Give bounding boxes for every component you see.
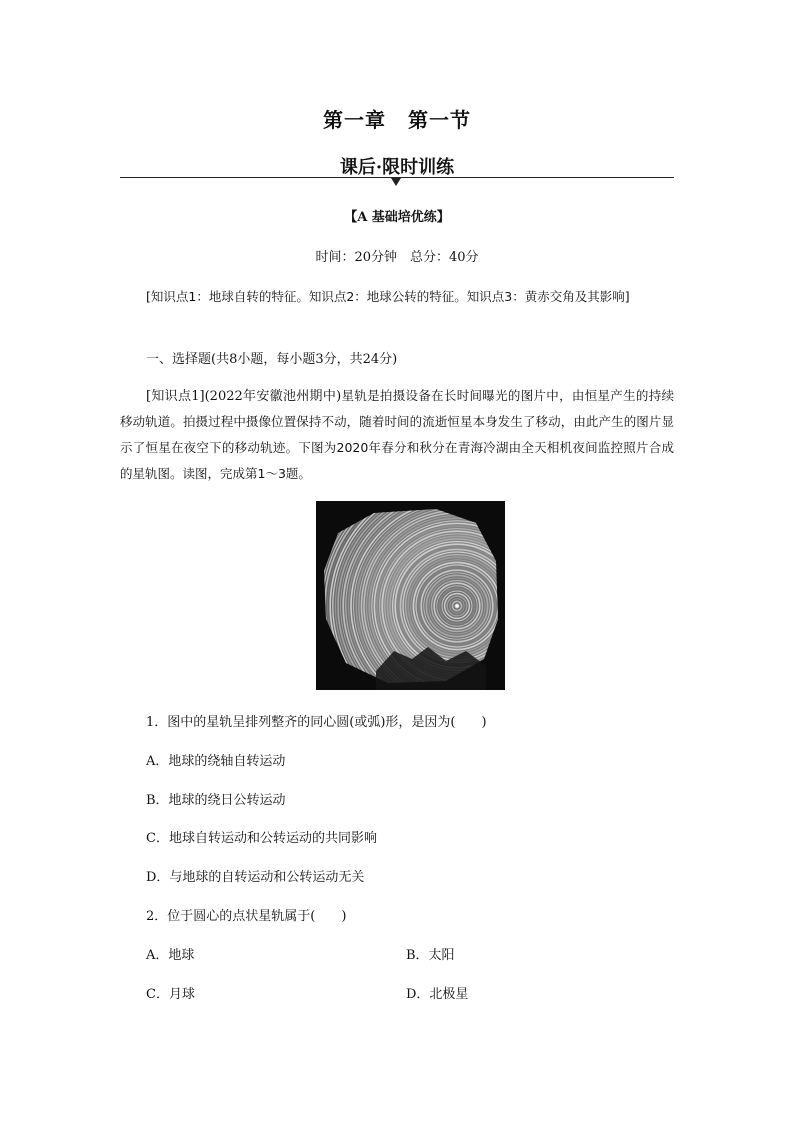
question-1-option-b: B．地球的绕日公转运动 [146,793,286,808]
passage-source: [知识点1](2022年安徽池州期中) [146,389,342,404]
page-subtitle: 课后·限时训练 [339,157,455,178]
question-2-option-c: C．月球 [146,987,195,1002]
section-label: 【A 基础培优练】 [344,210,450,225]
question-1-stem: 1．图中的星轨呈排列整齐的同心圆(或弧)形，是因为( ) [146,715,487,730]
time-info: 时间：20分钟 总分：40分 [315,250,479,265]
star-trail-photo [316,501,505,690]
divider-arrow-icon [391,178,401,186]
question-2-stem: 2．位于圆心的点状星轨属于( ) [146,909,347,924]
reading-passage [120,383,674,487]
knowledge-points: [知识点1：地球自转的特征。知识点2：地球公转的特征。知识点3：黄赤交角及其影响] [146,289,630,304]
chapter-title [0,104,794,133]
question-2-option-b: B．太阳 [406,948,455,963]
pole-star-point [455,604,458,607]
question-1-option-d: D．与地球的自转运动和公转运动无关 [146,870,365,885]
section-heading: 一、选择题(共8小题，每小题3分，共24分) [146,352,398,367]
passage-text: 星轨是拍摄设备在长时间曝光的图片中，由恒星产生的持续移动轨道。拍摄过程中摄像位置保持不动，随着时间的流逝恒星本身发生了移动，由此产生的图片显示了恒星在夜空下的移动轨迹。下图为2020年春分和秋分在青海冷湖由全天相机夜间监控照片合成的星轨图。读图，完成第1～3题。 [120,388,674,481]
question-2-option-d: D．北极星 [406,987,469,1002]
section-number: 第一节 [408,108,471,132]
question-1-option-a: A．地球的绕轴自转运动 [146,754,286,769]
question-2-option-a: A．地球 [146,948,195,963]
chapter-number: 第一章 [323,108,386,132]
question-1-option-c: C．地球自转运动和公转运动的共同影响 [146,831,377,846]
star-trail-image [316,501,505,690]
